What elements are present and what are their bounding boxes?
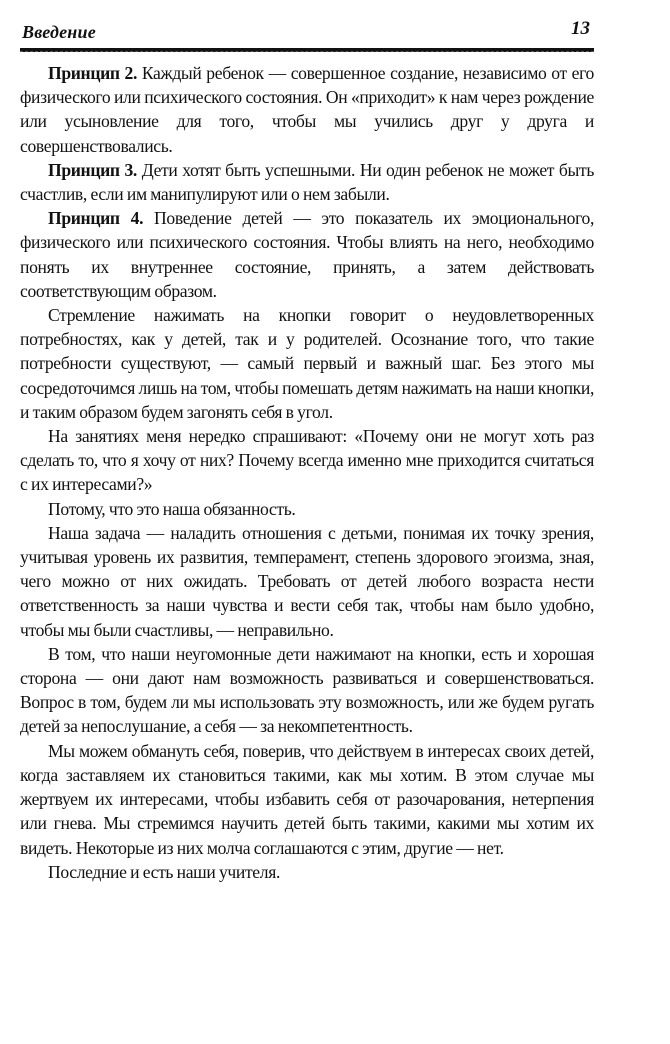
paragraph [20,497,594,521]
paragraph-text: Наша задача — наладить отношения с детьми, понимая их точку зрения, учитывая уровень их развития, темперамент, степень здорового эгоизма, зная, чего можно от них ожидать. Требовать от детей любого возраста нести ответственность за наши чувства и вести себя так, чтобы нам было удобно, чтобы мы были счастливы, — неправильно. [20,522,594,640]
paragraph [20,521,594,642]
principle-lead: Принцип 3. [48,159,137,180]
paragraph-text: Мы можем обмануть себя, поверив, что действуем в интересах своих детей, когда заставляем их становиться такими, как мы хотим. В этом случае мы жертвуем их интересами, чтобы избавить себя от разочарования, нетерпения или гнева. Мы стремимся научить детей быть такими, какими мы хотим их видеть. Некоторые из них молча соглашаются с этим, другие — нет. [20,740,594,858]
paragraph-text: Каждый ребенок — совершенное создание, независимо от его физического или психического состояния. Он «приходит» к нам через рождение или усыновление для того, чтобы мы учились друг у друга и совершенствовались. [20,63,595,156]
paragraph [20,303,594,424]
paragraph-principle-2 [20,61,594,158]
paragraph-text: Стремление нажимать на кнопки говорит о неудовлетворенных потребностях, как у детей, так и у родителей. Осознание того, что такие потребности существуют, — самый первый и важный шаг. Без этого мы сосредоточимся лишь на том, чтобы помешать детям нажимать на наши кнопки, и таким образом будем загонять себя в угол. [20,305,594,422]
paragraph [20,739,594,860]
chapter-title: Введение [22,22,96,42]
book-page [20,18,594,884]
principle-lead: Принцип 4. [48,208,144,229]
paragraph-text: В том, что наши неугомонные дети нажимают на кнопки, есть и хорошая сторона — они дают нам возможность развиваться и совершенствоваться. Вопрос в том, будем ли мы использовать эту возможность, или же будем ругать детей за непослушание, а себя — за некомпетентность. [20,643,594,737]
paragraph-principle-3 [20,158,594,206]
paragraph [20,860,594,884]
paragraph [20,642,594,739]
body-text [20,61,594,884]
paragraph-text: Потому, что это наша обязанность. [48,498,296,519]
paragraph [20,424,594,497]
paragraph-principle-4 [20,206,594,303]
principle-lead: Принцип 2. [48,63,138,83]
page-number: 13 [571,18,590,39]
header-rule [20,48,594,52]
paragraph-text: На занятиях меня нередко спрашивают: «Почему они не могут хоть раз сделать то, что я хочу от них? Почему всегда именно мне приходится считаться с их интересами?» [20,426,594,495]
paragraph-text: Последние и есть наши учителя. [48,861,280,882]
paragraph-text: Дети хотят быть успешными. Ни один ребенок не может быть счастлив, если им манипулируют или о нем забыли. [20,159,594,205]
running-head [20,18,594,46]
paragraph-text: Поведение детей — это показатель их эмоционального, физического или психического состояния. Чтобы влиять на него, необходимо понять их внутреннее состояние, принять, а затем действовать соответствующим образом. [20,208,594,301]
